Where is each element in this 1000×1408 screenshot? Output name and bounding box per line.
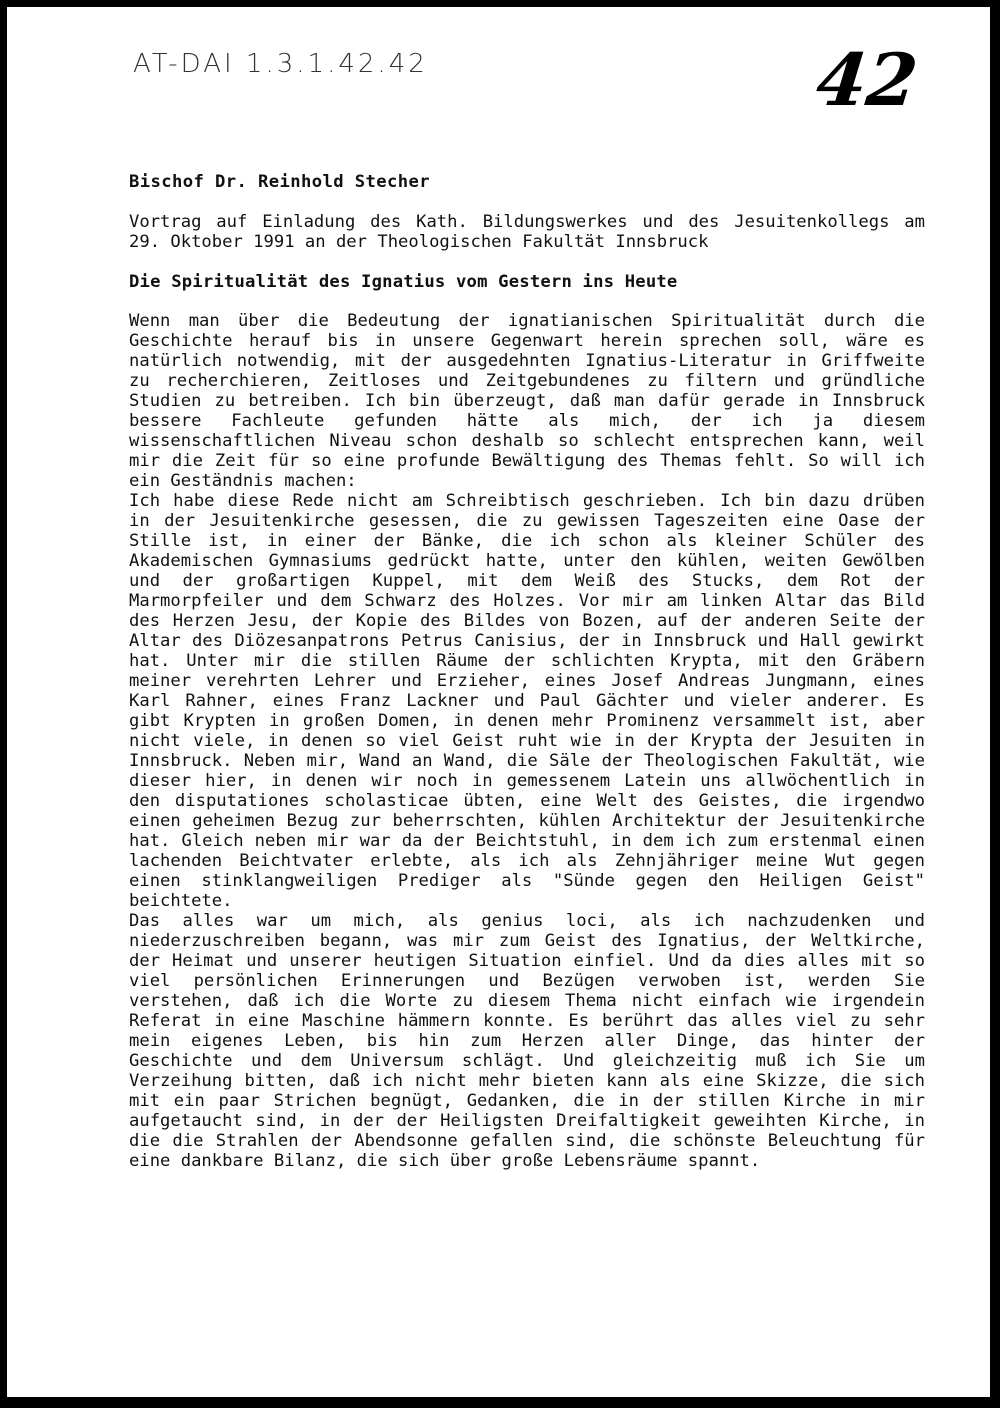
page-number-handwritten: 42 — [812, 37, 922, 122]
document-page — [7, 7, 990, 1397]
paragraph: Ich habe diese Rede nicht am Schreibtisch geschrieben. Ich bin dazu drüben in der Jesuitenkirche gesessen, die zu gewissen Tageszeiten eine Oase der Stille ist, in einer der Bänke, die ich schon als kleiner Schüler des Akademischen Gymnasiums gedrückt hatte, unter den kühlen, weiten Gewölben und der großartigen Kuppel, mit dem Weiß des Stucks, dem Rot der Marmorpfeiler und dem Schwarz des Holzes. Vor mir am linken Altar das Bild des Herzen Jesu, der Kopie des Bildes von Bozen, auf der anderen Seite der Altar des Diözesanpatrons Petrus Canisius, der in Innsbruck und Hall gewirkt hat. Unter mir die stillen Räume der schlichten Krypta, mit den Gräbern meiner verehrten Lehrer und Erzieher, eines Josef Andreas Jungmann, eines Karl Rahner, eines Franz Lackner und Paul Gächter und vieler anderer. Es gibt Krypten in großen Domen, in denen mehr Prominenz versammelt ist, aber nicht viele, in denen so viel Geist ruht wie in der Krypta der Jesuiten in Innsbruck. Neben mir, Wand an Wand, die Säle der Theologischen Fakultät, wie dieser hier, in denen wir noch in gemessenem Latein uns allwöchentlich in den disputationes scholasticae übten, eine Welt des Geistes, die irgendwo einen geheimen Bezug zur beherrschten, kühlen Architektur der Jesuitenkirche hat. Gleich neben mir war da der Beichtstuhl, in dem ich zum erstenmal einen lachenden Beichtvater erlebte, als ich als Zehnjähriger meine Wut gegen einen stinklangweiligen Prediger als "Sünde gegen den Heiligen Geist" beichtete. — [129, 491, 925, 911]
archive-reference-handwritten: AT-DAI 1.3.1.42.42 — [133, 49, 428, 79]
paragraph: Das alles war um mich, als genius loci, als ich nachzudenken und niederzuschreiben begann, was mir zum Geist des Ignatius, der Weltkirche, der Heimat und unserer heutigen Situation einfiel. Und da dies alles mit so viel persönlichen Erinnerungen und Bezügen verwoben ist, werden Sie verstehen, daß ich die Worte zu diesem Thema nicht einfach wie irgendein Referat in eine Maschine hämmern konnte. Es berührt das alles viel zu sehr mein eigenes Leben, bis hin zum Herzen aller Dinge, das hinter der Geschichte und dem Universum schlägt. Und gleichzeitig muß ich Sie um Verzeihung bitten, daß ich nicht mehr bieten kann als eine Skizze, die sich mit ein paar Strichen begnügt, Gedanken, die in der stillen Kirche in mir aufgetaucht sind, in der der Heiligsten Dreifaltigkeit geweihten Kirche, in die die Strahlen der Abendsonne gefallen sind, die schönste Beleuchtung für eine dankbare Bilanz, die sich über große Lebensräume spannt. — [129, 911, 925, 1171]
document-heading: Die Spiritualität des Ignatius vom Gestern ins Heute — [129, 272, 678, 292]
paragraph: Wenn man über die Bedeutung der ignatianischen Spiritualität durch die Geschichte herauf bis in unsere Gegenwart herein sprechen soll, wäre es natürlich notwendig, mit der ausgedehnten Ignatius-Literatur in Griffweite zu recherchieren, Zeitloses und Zeitgebundenes zu filtern und gründliche Studien zu betreiben. Ich bin überzeugt, daß man dafür gerade in Innsbruck bessere Fachleute gefunden hätte als mich, der ich ja diesem wissenschaftlichen Niveau schon deshalb so schlecht entsprechen kann, weil mir die Zeit für so eine profunde Bewältigung des Themas fehlt. So will ich ein Geständnis machen: — [129, 311, 925, 491]
lecture-subtitle: Vortrag auf Einladung des Kath. Bildungswerkes und des Jesuitenkollegs am 29. Oktober 1991 an der Theologischen Fakultät Innsbruck — [129, 212, 925, 252]
body-text — [129, 311, 925, 1171]
author-line: Bischof Dr. Reinhold Stecher — [129, 172, 430, 192]
